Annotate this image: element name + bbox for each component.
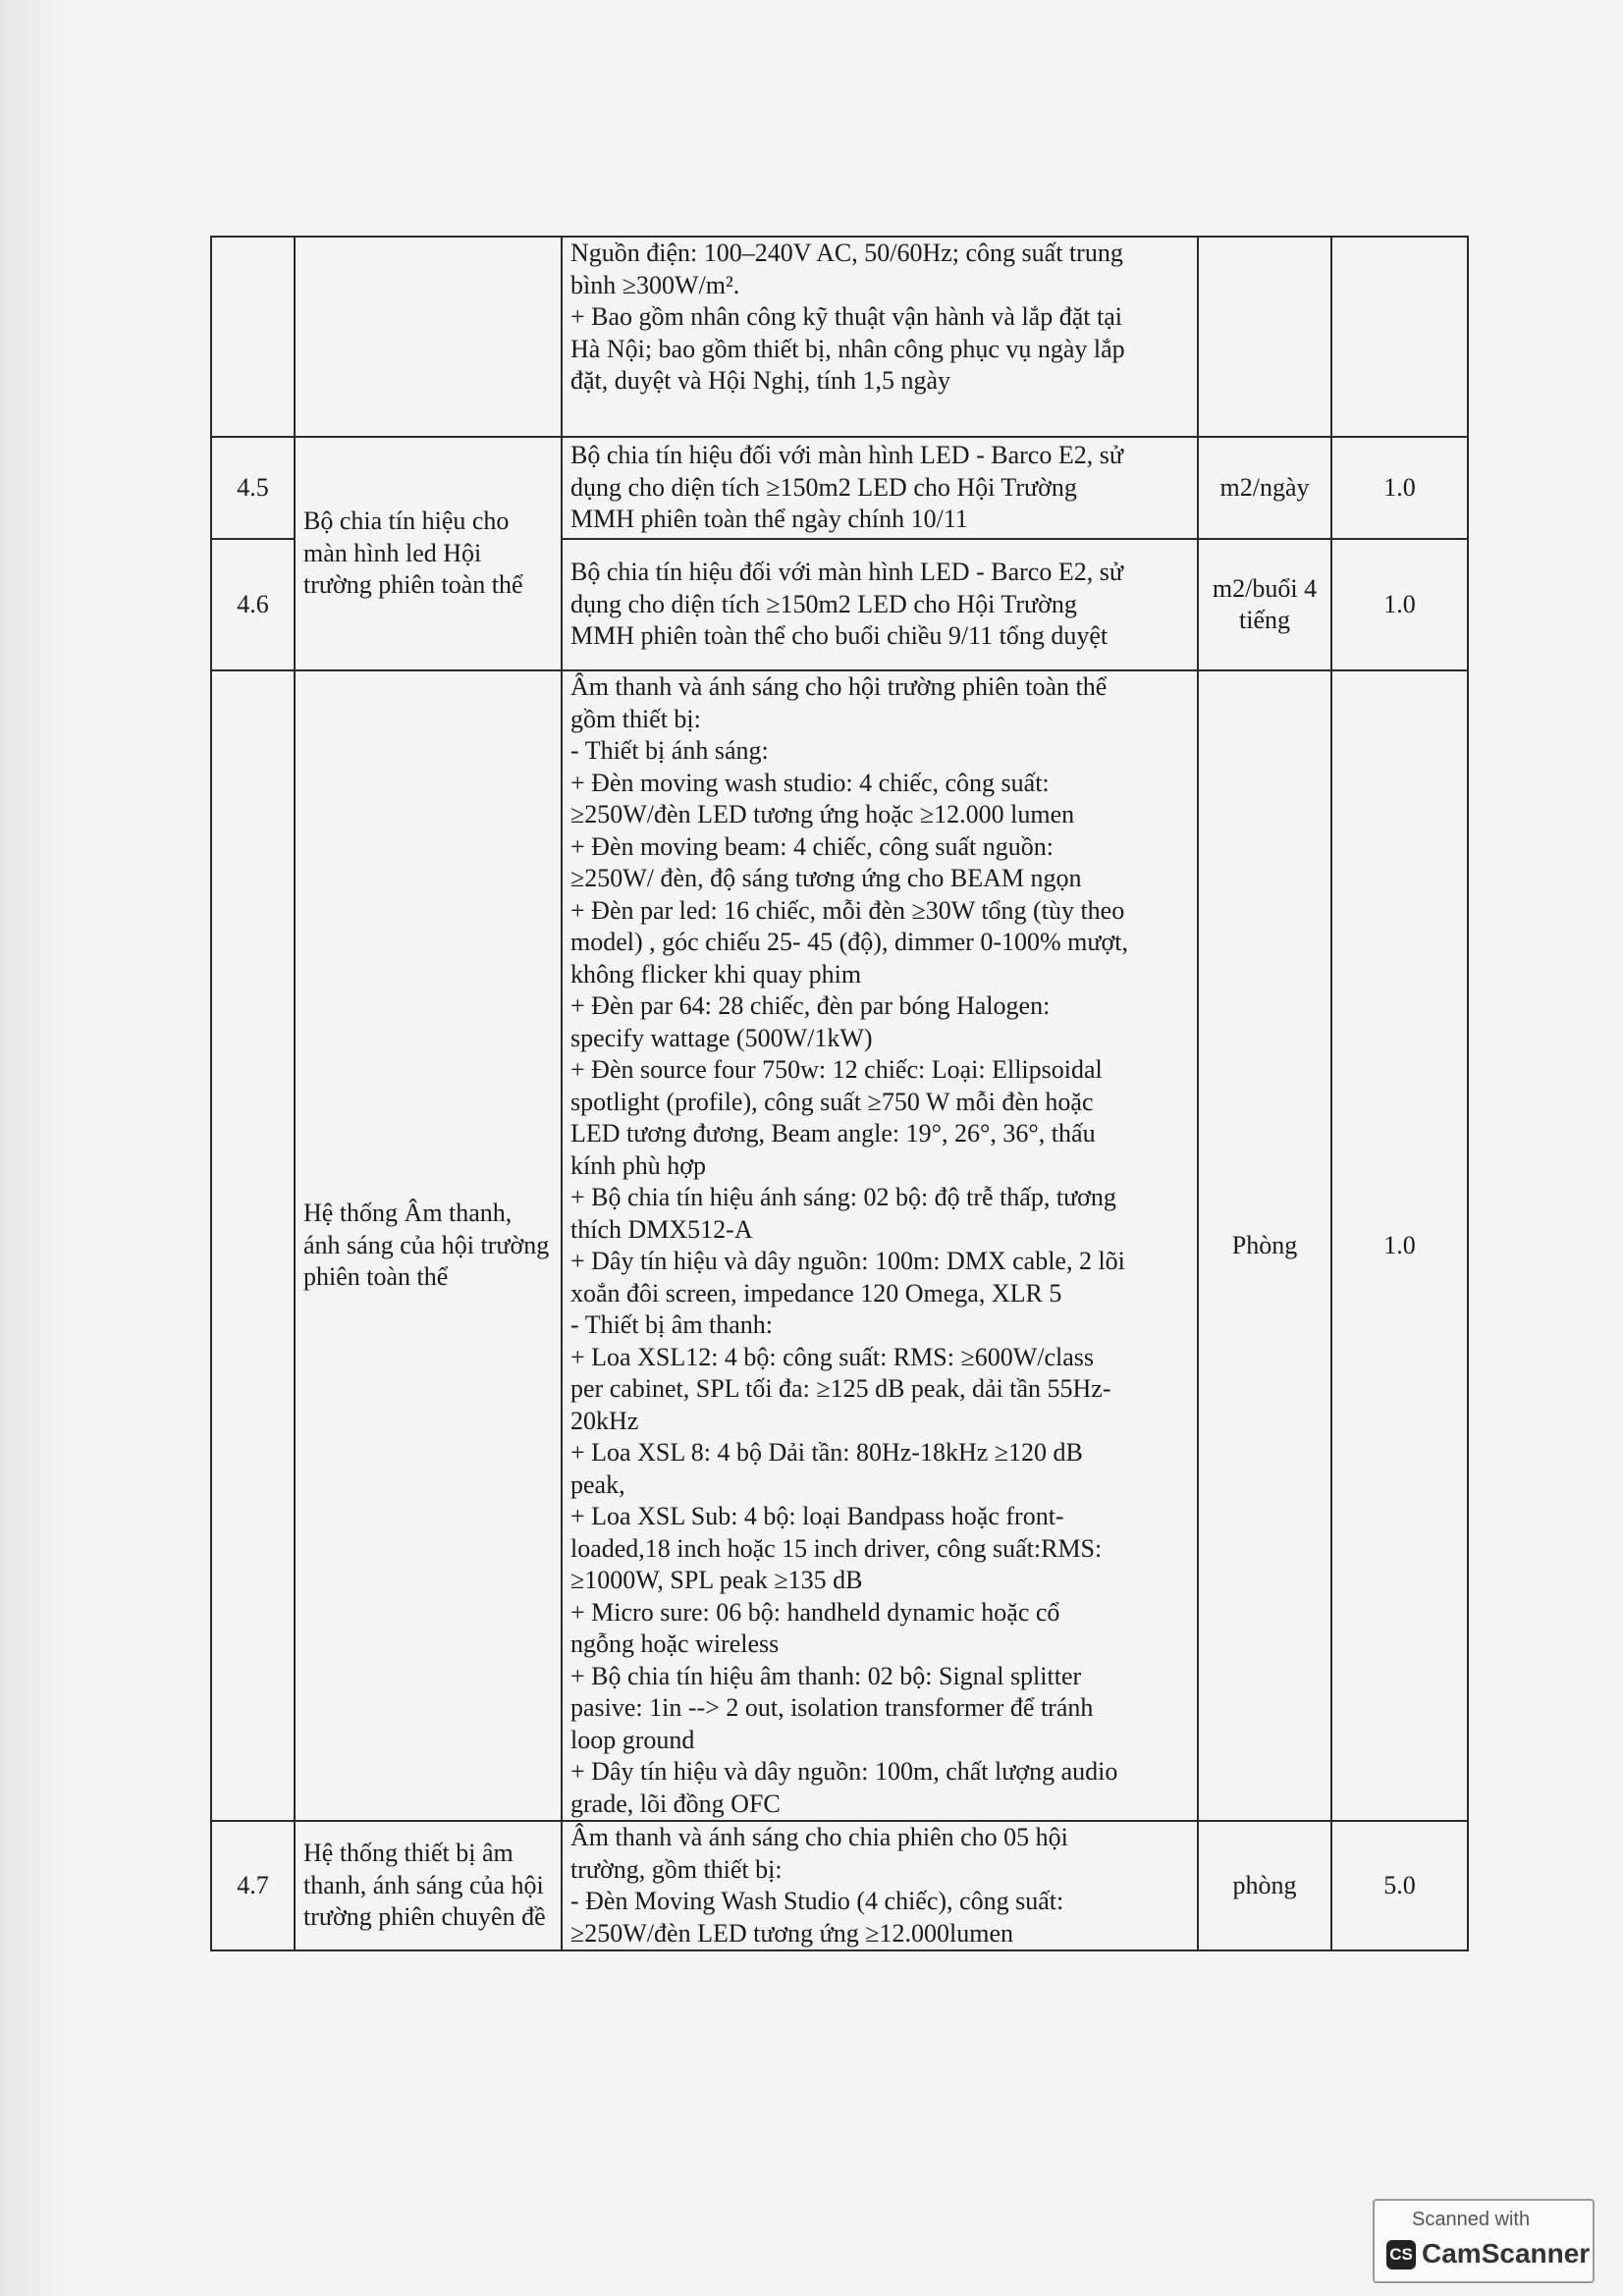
- desc-line: + Đèn par led: 16 chiếc, mỗi đèn ≥30W tổng (tùy theo: [570, 895, 1125, 925]
- cell-item: [295, 237, 562, 437]
- desc-line: per cabinet, SPL tối đa: ≥125 dB peak, dải tần 55Hz-: [570, 1374, 1111, 1403]
- desc-line: LED tương đương, Beam angle: 19°, 26°, 36°, thấu: [570, 1119, 1096, 1148]
- desc-line: model) , góc chiếu 25- 45 (độ), dimmer 0-100% mượt,: [570, 928, 1128, 956]
- desc-line: + Loa XSL 8: 4 bộ Dải tần: 80Hz-18kHz ≥120 dB: [570, 1438, 1083, 1467]
- cell-qty: 5.0: [1331, 1821, 1468, 1950]
- desc-line: pasive: 1in --> 2 out, isolation transformer để tránh: [570, 1693, 1094, 1722]
- table-row: [211, 437, 1468, 539]
- desc-line: + Đèn par 64: 28 chiếc, đèn par bóng Halogen:: [570, 991, 1051, 1020]
- cell-qty: 1.0: [1331, 670, 1468, 1821]
- desc-line: + Bộ chia tín hiệu ánh sáng: 02 bộ: độ trễ thấp, tương: [570, 1183, 1116, 1211]
- desc-line: thích DMX512-A: [570, 1214, 753, 1244]
- desc-line: dụng cho diện tích ≥150m2 LED cho Hội Trường: [570, 472, 1077, 502]
- desc-line: ngỗng hoặc wireless: [570, 1629, 780, 1658]
- cell-no: 4.5: [211, 437, 295, 539]
- desc-line: kính phù hợp: [570, 1150, 706, 1180]
- table-row: [211, 670, 1468, 1821]
- desc-line: Âm thanh và ánh sáng cho chia phiên cho 05 hội: [570, 1823, 1068, 1851]
- cell-no: [211, 237, 295, 437]
- desc-line: specify wattage (500W/1kW): [570, 1023, 873, 1052]
- desc-line: + Loa XSL12: 4 bộ: công suất: RMS: ≥600W/class: [570, 1342, 1095, 1371]
- desc-line: - Thiết bị âm thanh:: [570, 1310, 774, 1339]
- watermark-caption: Scanned with: [1412, 2209, 1531, 2230]
- desc-line: Âm thanh và ánh sáng cho hội trường phiên toàn thể: [570, 672, 1108, 701]
- desc-line: bình ≥300W/m².: [570, 270, 740, 299]
- cell-qty: 1.0: [1331, 437, 1468, 539]
- desc-line: ≥250W/ đèn, độ sáng tương ứng cho BEAM ngọn: [570, 864, 1082, 892]
- equipment-table: [210, 236, 1469, 1951]
- desc-line: đặt, duyệt và Hội Nghị, tính 1,5 ngày: [570, 366, 951, 395]
- desc-line: xoắn đôi screen, impedance 120 Omega, XLR 5: [570, 1278, 1062, 1308]
- cell-unit: phòng: [1198, 1821, 1331, 1950]
- desc-line: peak,: [570, 1469, 625, 1499]
- desc-line: + Đèn moving wash studio: 4 chiếc, công suất:: [570, 768, 1050, 797]
- desc-line: loaded,18 inch hoặc 15 inch driver, công suất:RMS:: [570, 1533, 1103, 1563]
- desc-line: ≥250W/đèn LED tương ứng ≥12.000lumen: [570, 1918, 1014, 1948]
- desc-line: Hà Nội; bao gồm thiết bị, nhân công phục vụ ngày lắp: [570, 334, 1125, 363]
- cell-item: Bộ chia tín hiệu cho màn hình led Hội trường phiên toàn thể: [295, 437, 562, 670]
- cell-desc: [562, 670, 1198, 1821]
- scanner-watermark: [1373, 2199, 1595, 2283]
- desc-line: + Loa XSL Sub: 4 bộ: loại Bandpass hoặc front-: [570, 1502, 1064, 1530]
- cell-no: [211, 670, 295, 1821]
- desc-line: + Micro sure: 06 bộ: handheld dynamic hoặc cổ: [570, 1597, 1060, 1627]
- desc-line: Nguồn điện: 100–240V AC, 50/60Hz; công suất trung: [570, 239, 1123, 267]
- desc-line: + Dây tín hiệu và dây nguồn: 100m: DMX cable, 2 lõi: [570, 1247, 1125, 1275]
- desc-line: - Thiết bị ánh sáng:: [570, 736, 769, 765]
- desc-line: spotlight (profile), công suất ≥750 W mỗi đèn hoặc: [570, 1087, 1094, 1116]
- desc-line: gồm thiết bị:: [570, 704, 701, 733]
- desc-line: trường, gồm thiết bị:: [570, 1854, 783, 1884]
- desc-line: Bộ chia tín hiệu đối với màn hình LED - Barco E2, sử: [570, 441, 1123, 470]
- cell-desc: [562, 1821, 1198, 1950]
- table-row: [211, 237, 1468, 437]
- desc-line: dụng cho diện tích ≥150m2 LED cho Hội Trường: [570, 589, 1077, 618]
- cell-unit: m2/ngày: [1198, 437, 1331, 539]
- cell-unit: m2/buổi 4 tiếng: [1198, 539, 1331, 670]
- desc-line: không flicker khi quay phim: [570, 959, 862, 988]
- cell-no: 4.6: [211, 539, 295, 670]
- desc-line: + Bộ chia tín hiệu âm thanh: 02 bộ: Signal splitter: [570, 1661, 1082, 1690]
- desc-line: + Dây tín hiệu và dây nguồn: 100m, chất lượng audio: [570, 1757, 1118, 1786]
- camscanner-logo-icon: CS: [1386, 2240, 1416, 2269]
- cell-desc: [562, 237, 1198, 437]
- cell-unit: Phòng: [1198, 670, 1331, 1821]
- scan-edge-shadow: [0, 0, 69, 2296]
- desc-line: + Đèn moving beam: 4 chiếc, công suất nguồn:: [570, 831, 1054, 861]
- cell-no: 4.7: [211, 1821, 295, 1950]
- desc-line: MMH phiên toàn thể ngày chính 10/11: [570, 505, 968, 534]
- desc-line: ≥1000W, SPL peak ≥135 dB: [570, 1566, 863, 1594]
- desc-line: MMH phiên toàn thể cho buổi chiều 9/11 tổng duyệt: [570, 621, 1109, 651]
- cell-item: Hệ thống thiết bị âm thanh, ánh sáng của hội trường phiên chuyên đề: [295, 1821, 562, 1950]
- cell-desc: [562, 539, 1198, 670]
- desc-line: 20kHz: [570, 1406, 639, 1435]
- cell-item: Hệ thống Âm thanh, ánh sáng của hội trường phiên toàn thể: [295, 670, 562, 1821]
- cell-qty: 1.0: [1331, 539, 1468, 670]
- desc-line: + Bao gồm nhân công kỹ thuật vận hành và lắp đặt tại: [570, 302, 1122, 331]
- cell-unit: [1198, 237, 1331, 437]
- desc-line: - Đèn Moving Wash Studio (4 chiếc), công suất:: [570, 1887, 1064, 1915]
- desc-line: grade, lõi đồng OFC: [570, 1789, 781, 1818]
- watermark-brand: CamScanner: [1422, 2238, 1591, 2269]
- table-row: [211, 1821, 1468, 1950]
- desc-line: ≥250W/đèn LED tương ứng hoặc ≥12.000 lumen: [570, 800, 1075, 828]
- desc-line: + Đèn source four 750w: 12 chiếc: Loại: Ellipsoidal: [570, 1055, 1103, 1084]
- desc-line: loop ground: [570, 1725, 695, 1754]
- desc-line: Bộ chia tín hiệu đối với màn hình LED - Barco E2, sử: [570, 558, 1123, 587]
- cell-desc: [562, 437, 1198, 539]
- cell-qty: [1331, 237, 1468, 437]
